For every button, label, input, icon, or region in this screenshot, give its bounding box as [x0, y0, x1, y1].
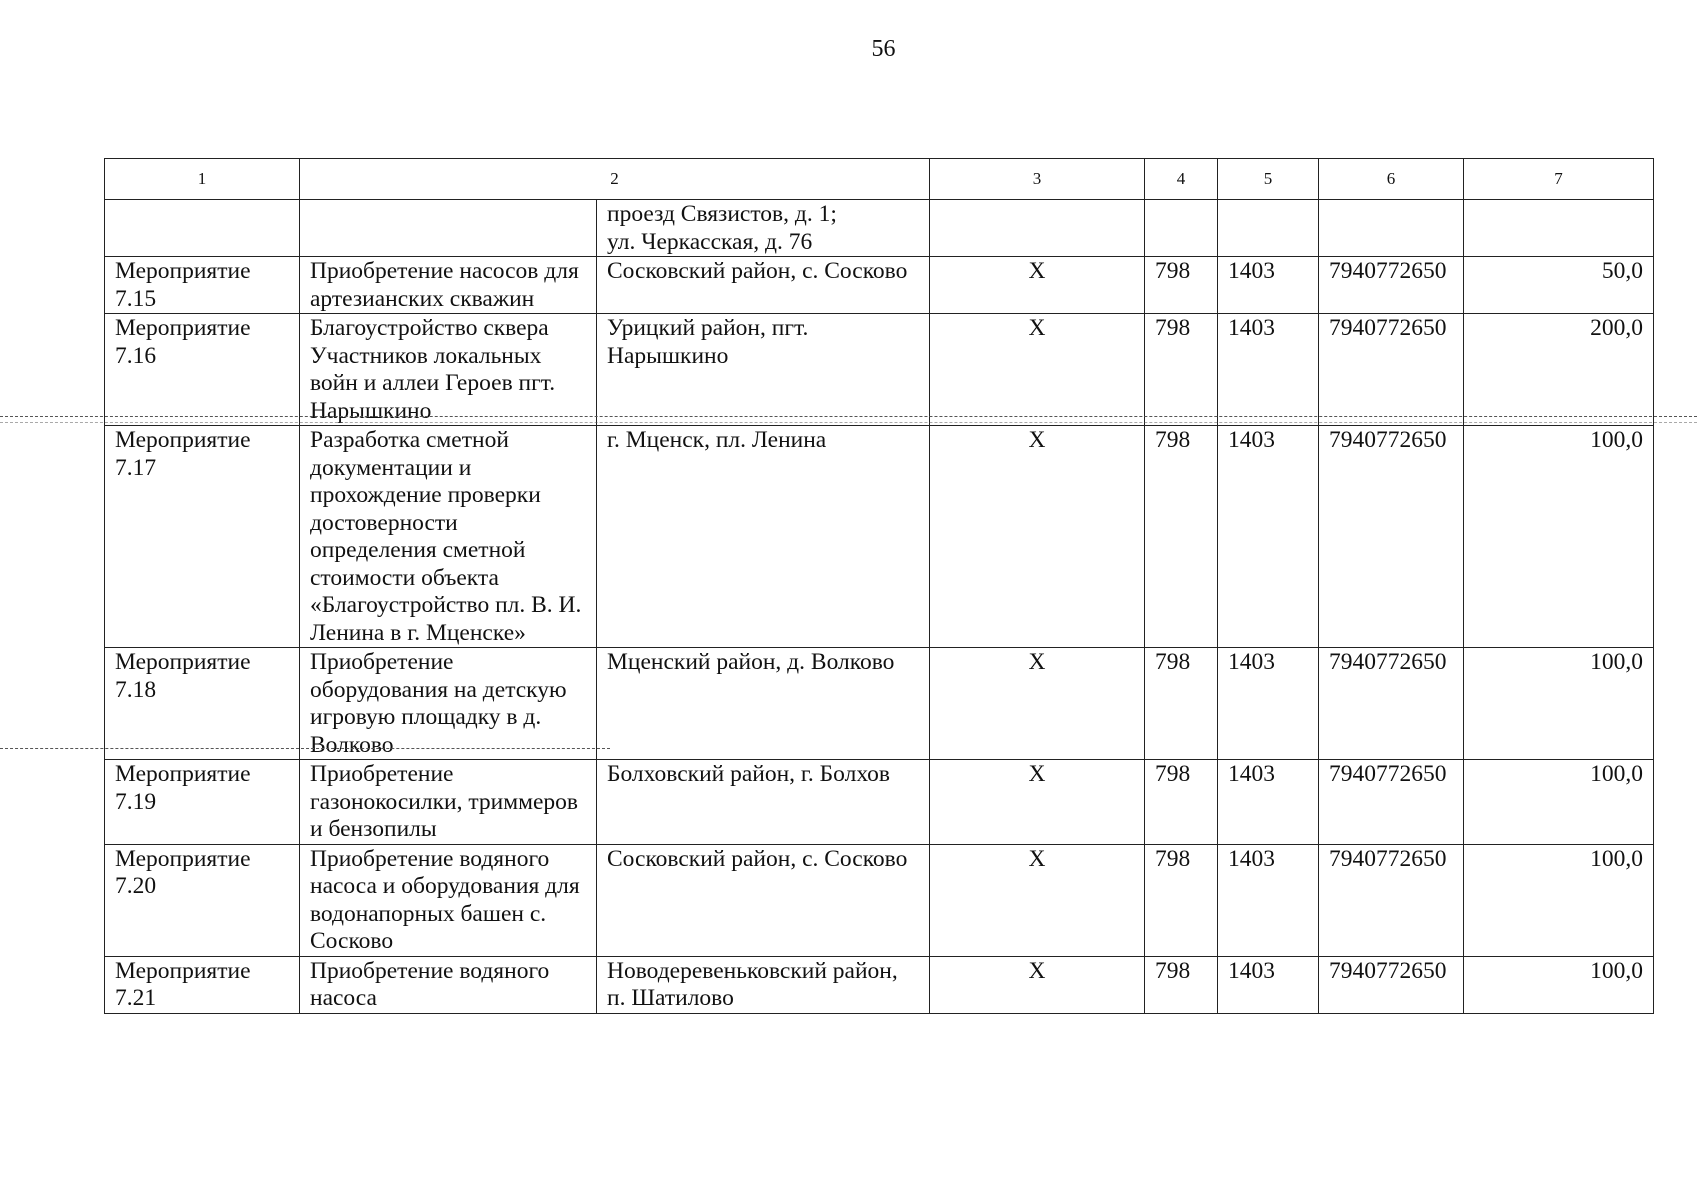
scan-artifact-line [0, 748, 610, 749]
section-cell: 1403 [1218, 956, 1319, 1013]
grbs-cell: 798 [1145, 257, 1218, 314]
event-cell: Мероприятие 7.21 [105, 956, 300, 1013]
amount-cell: 200,0 [1464, 314, 1654, 426]
description-cell [300, 200, 597, 257]
location-cell: Урицкий район, пгт. Нарышкино [597, 314, 930, 426]
table-row [105, 426, 1654, 648]
description-cell: Приобретение насосов для артезианских скважин [300, 257, 597, 314]
column-number: 5 [1218, 159, 1319, 200]
column-number: 4 [1145, 159, 1218, 200]
column-number: 3 [930, 159, 1145, 200]
grbs-cell [1145, 200, 1218, 257]
location-cell: Болховский район, г. Болхов [597, 760, 930, 845]
amount-cell: 100,0 [1464, 648, 1654, 760]
column-number: 6 [1319, 159, 1464, 200]
table-row [105, 844, 1654, 956]
executor-cell: Х [930, 956, 1145, 1013]
target-code-cell: 7940772650 [1319, 760, 1464, 845]
column-number: 1 [105, 159, 300, 200]
amount-cell: 100,0 [1464, 844, 1654, 956]
event-cell: Мероприятие 7.20 [105, 844, 300, 956]
description-cell: Благоустройство сквера Участников локальных войн и аллеи Героев пгт. Нарышкино [300, 314, 597, 426]
executor-cell [930, 200, 1145, 257]
target-code-cell: 7940772650 [1319, 426, 1464, 648]
amount-cell: 100,0 [1464, 956, 1654, 1013]
executor-cell: Х [930, 844, 1145, 956]
location-line: ул. Черкасская, д. 76 [607, 228, 813, 255]
scan-artifact-line [0, 416, 1697, 417]
table-row [105, 648, 1654, 760]
target-code-cell: 7940772650 [1319, 257, 1464, 314]
location-cell: Новодеревеньковский район, п. Шатилово [597, 956, 930, 1013]
location-cell: Сосковский район, с. Сосково [597, 844, 930, 956]
amount-cell [1464, 200, 1654, 257]
section-cell [1218, 200, 1319, 257]
location-cell: г. Мценск, пл. Ленина [597, 426, 930, 648]
target-code-cell: 7940772650 [1319, 648, 1464, 760]
amount-cell: 50,0 [1464, 257, 1654, 314]
grbs-cell: 798 [1145, 956, 1218, 1013]
target-code-cell: 7940772650 [1319, 314, 1464, 426]
section-cell: 1403 [1218, 426, 1319, 648]
event-cell: Мероприятие 7.17 [105, 426, 300, 648]
column-number: 7 [1464, 159, 1654, 200]
event-cell: Мероприятие 7.18 [105, 648, 300, 760]
section-cell: 1403 [1218, 314, 1319, 426]
grbs-cell: 798 [1145, 426, 1218, 648]
continuation-row [105, 200, 1654, 257]
table-row [105, 956, 1654, 1013]
event-cell: Мероприятие 7.16 [105, 314, 300, 426]
table-row [105, 760, 1654, 845]
column-number-row [105, 159, 1654, 200]
location-cell: Сосковский район, с. Сосково [597, 257, 930, 314]
grbs-cell: 798 [1145, 648, 1218, 760]
page-number: 56 [871, 36, 896, 62]
table-row [105, 257, 1654, 314]
executor-cell: Х [930, 314, 1145, 426]
description-cell: Приобретение газонокосилки, триммеров и бензопилы [300, 760, 597, 845]
executor-cell: Х [930, 257, 1145, 314]
executor-cell: Х [930, 426, 1145, 648]
amount-cell: 100,0 [1464, 426, 1654, 648]
section-cell: 1403 [1218, 760, 1319, 845]
event-cell: Мероприятие 7.15 [105, 257, 300, 314]
grbs-cell: 798 [1145, 844, 1218, 956]
location-cell: Мценский район, д. Волково [597, 648, 930, 760]
table-row [105, 314, 1654, 426]
executor-cell: Х [930, 760, 1145, 845]
budget-table [104, 158, 1654, 1014]
section-cell: 1403 [1218, 257, 1319, 314]
scan-artifact-line [0, 422, 1697, 423]
location-line: проезд Связистов, д. 1; [607, 201, 837, 227]
description-cell: Приобретение водяного насоса [300, 956, 597, 1013]
target-code-cell [1319, 200, 1464, 257]
section-cell: 1403 [1218, 648, 1319, 760]
location-cell [597, 200, 930, 257]
description-cell: Приобретение водяного насоса и оборудования для водонапорных башен с. Сосково [300, 844, 597, 956]
amount-cell: 100,0 [1464, 760, 1654, 845]
section-cell: 1403 [1218, 844, 1319, 956]
event-cell [105, 200, 300, 257]
target-code-cell: 7940772650 [1319, 956, 1464, 1013]
grbs-cell: 798 [1145, 760, 1218, 845]
target-code-cell: 7940772650 [1319, 844, 1464, 956]
column-number: 2 [300, 159, 930, 200]
executor-cell: Х [930, 648, 1145, 760]
event-cell: Мероприятие 7.19 [105, 760, 300, 845]
description-cell: Приобретение оборудования на детскую игровую площадку в д. Волково [300, 648, 597, 760]
grbs-cell: 798 [1145, 314, 1218, 426]
description-cell: Разработка сметной документации и прохождение проверки достоверности определения сметной стоимости объекта «Благоустройство пл. В. И. Ленина в г. Мценске» [300, 426, 597, 648]
